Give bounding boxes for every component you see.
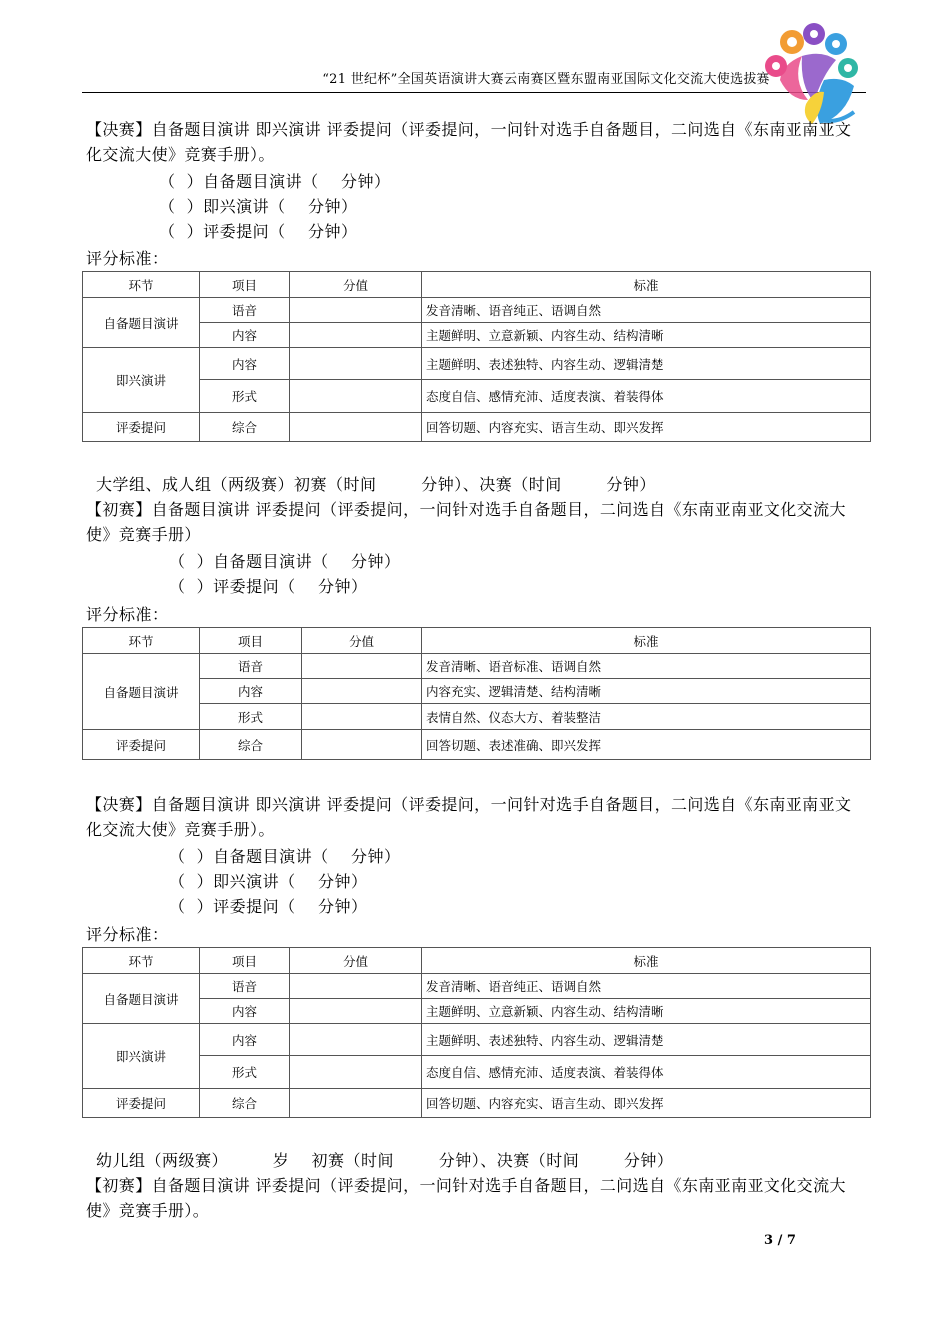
table-header-row — [83, 948, 871, 974]
standard-cell: 发音清晰、语音纯正、语调自然 — [422, 974, 871, 999]
final-intro-paragraph: 【决赛】自备题目演讲 即兴演讲 评委提问（评委提问，一问针对选手自备题目，二问选自《东南亚南亚文化交流大使》竞赛手册）。 — [86, 120, 852, 164]
score-cell — [290, 1089, 422, 1118]
header-standard: 标准 — [422, 948, 871, 974]
header-title: “21 世纪杯”全国英语演讲大赛云南赛区暨东盟南亚国际文化交流大使选拔赛 — [322, 72, 770, 87]
standard-cell: 主题鲜明、立意新颖、内容生动、结构清晰 — [422, 323, 871, 348]
header-stage: 环节 — [83, 272, 200, 298]
university-adult-heading: 大学组、成人组（两级赛）初赛（时间 分钟）、决赛（时间 分钟） — [96, 475, 656, 494]
score-cell — [290, 380, 422, 413]
header-item: 项目 — [200, 272, 290, 298]
preliminary-intro-paragraph: 【初赛】自备题目演讲 评委提问（评委提问，一问针对选手自备题目，二问选自《东南亚南亚文化交流大使》竞赛手册）。 — [86, 1176, 846, 1220]
item-cell: 内容 — [200, 1024, 290, 1056]
option-impromptu-speech: （ ）即兴演讲（ 分钟） — [159, 197, 358, 216]
header-score: 分值 — [290, 948, 422, 974]
criteria-label: 评分标准： — [86, 925, 169, 944]
standard-cell: 主题鲜明、表述独特、内容生动、逻辑清楚 — [422, 1024, 871, 1056]
table-row — [83, 730, 871, 760]
header-standard: 标准 — [422, 272, 871, 298]
table-row — [83, 380, 871, 413]
item-cell: 综合 — [200, 730, 302, 760]
header-item: 项目 — [200, 628, 302, 654]
item-cell: 综合 — [200, 413, 290, 442]
stage-cell: 即兴演讲 — [83, 1024, 200, 1089]
item-cell: 语音 — [200, 654, 302, 679]
standard-cell: 主题鲜明、立意新颖、内容生动、结构清晰 — [422, 999, 871, 1024]
item-cell: 内容 — [200, 348, 290, 380]
item-cell: 内容 — [200, 999, 290, 1024]
item-cell: 形式 — [200, 704, 302, 730]
header-score: 分值 — [302, 628, 422, 654]
table-row — [83, 348, 871, 380]
stage-cell: 评委提问 — [83, 1089, 200, 1118]
option-prepared-speech: （ ）自备题目演讲（ 分钟） — [169, 847, 401, 866]
table-header-row — [83, 272, 871, 298]
table-row — [83, 323, 871, 348]
score-cell — [290, 413, 422, 442]
header-standard: 标准 — [422, 628, 871, 654]
scoring-table — [82, 271, 871, 442]
standard-cell: 表情自然、仪态大方、着装整洁 — [422, 704, 871, 730]
item-cell: 内容 — [200, 323, 290, 348]
table-row — [83, 974, 871, 999]
table-row — [83, 413, 871, 442]
standard-cell: 态度自信、感情充沛、适度表演、着装得体 — [422, 380, 871, 413]
standard-cell: 主题鲜明、表述独特、内容生动、逻辑清楚 — [422, 348, 871, 380]
standard-cell: 发音清晰、语音标准、语调自然 — [422, 654, 871, 679]
table-row — [83, 1024, 871, 1056]
criteria-label: 评分标准： — [86, 605, 169, 624]
page-header — [82, 64, 866, 93]
option-prepared-speech: （ ）自备题目演讲（ 分钟） — [159, 172, 391, 191]
score-cell — [290, 1024, 422, 1056]
score-cell — [302, 679, 422, 704]
item-cell: 形式 — [200, 1056, 290, 1089]
stage-cell: 自备题目演讲 — [83, 298, 200, 348]
item-cell: 语音 — [200, 298, 290, 323]
score-cell — [290, 323, 422, 348]
table-row — [83, 298, 871, 323]
preliminary-intro-paragraph: 【初赛】自备题目演讲 评委提问（评委提问，一问针对选手自备题目，二问选自《东南亚南亚文化交流大使》竞赛手册） — [86, 500, 846, 544]
score-cell — [290, 348, 422, 380]
stage-cell: 自备题目演讲 — [83, 974, 200, 1024]
table-header-row — [83, 628, 871, 654]
scoring-table — [82, 627, 871, 760]
score-cell — [290, 298, 422, 323]
header-stage: 环节 — [83, 628, 200, 654]
table-row — [83, 1056, 871, 1089]
option-judge-questions: （ ）评委提问（ 分钟） — [159, 222, 358, 241]
score-cell — [290, 974, 422, 999]
standard-cell: 内容充实、逻辑清楚、结构清晰 — [422, 679, 871, 704]
score-cell — [302, 704, 422, 730]
page-number: 3 / 7 — [764, 1233, 796, 1248]
header-item: 项目 — [200, 948, 290, 974]
option-prepared-speech: （ ）自备题目演讲（ 分钟） — [169, 552, 401, 571]
standard-cell: 回答切题、表述准确、即兴发挥 — [422, 730, 871, 760]
standard-cell: 发音清晰、语音纯正、语调自然 — [422, 298, 871, 323]
final-intro-paragraph: 【决赛】自备题目演讲 即兴演讲 评委提问（评委提问，一问针对选手自备题目，二问选自《东南亚南亚文化交流大使》竞赛手册）。 — [86, 795, 852, 839]
standard-cell: 态度自信、感情充沛、适度表演、着装得体 — [422, 1056, 871, 1089]
option-judge-questions: （ ）评委提问（ 分钟） — [169, 577, 368, 596]
kindergarten-heading: 幼儿组（两级赛） 岁 初赛（时间 分钟）、决赛（时间 分钟） — [96, 1151, 674, 1170]
stage-cell: 评委提问 — [83, 413, 200, 442]
option-judge-questions: （ ）评委提问（ 分钟） — [169, 897, 368, 916]
item-cell: 综合 — [200, 1089, 290, 1118]
standard-cell: 回答切题、内容充实、语言生动、即兴发挥 — [422, 413, 871, 442]
stage-cell: 即兴演讲 — [83, 348, 200, 413]
item-cell: 语音 — [200, 974, 290, 999]
score-cell — [302, 730, 422, 760]
item-cell: 形式 — [200, 380, 290, 413]
stage-cell: 评委提问 — [83, 730, 200, 760]
option-impromptu-speech: （ ）即兴演讲（ 分钟） — [169, 872, 368, 891]
header-stage: 环节 — [83, 948, 200, 974]
table-row — [83, 1089, 871, 1118]
score-cell — [290, 1056, 422, 1089]
stage-cell: 自备题目演讲 — [83, 654, 200, 730]
peacock-logo-icon — [762, 20, 862, 130]
scoring-table — [82, 947, 871, 1118]
table-row — [83, 999, 871, 1024]
score-cell — [290, 999, 422, 1024]
table-row — [83, 679, 871, 704]
standard-cell: 回答切题、内容充实、语言生动、即兴发挥 — [422, 1089, 871, 1118]
table-row — [83, 654, 871, 679]
criteria-label: 评分标准： — [86, 249, 169, 268]
item-cell: 内容 — [200, 679, 302, 704]
header-score: 分值 — [290, 272, 422, 298]
table-row — [83, 704, 871, 730]
score-cell — [302, 654, 422, 679]
